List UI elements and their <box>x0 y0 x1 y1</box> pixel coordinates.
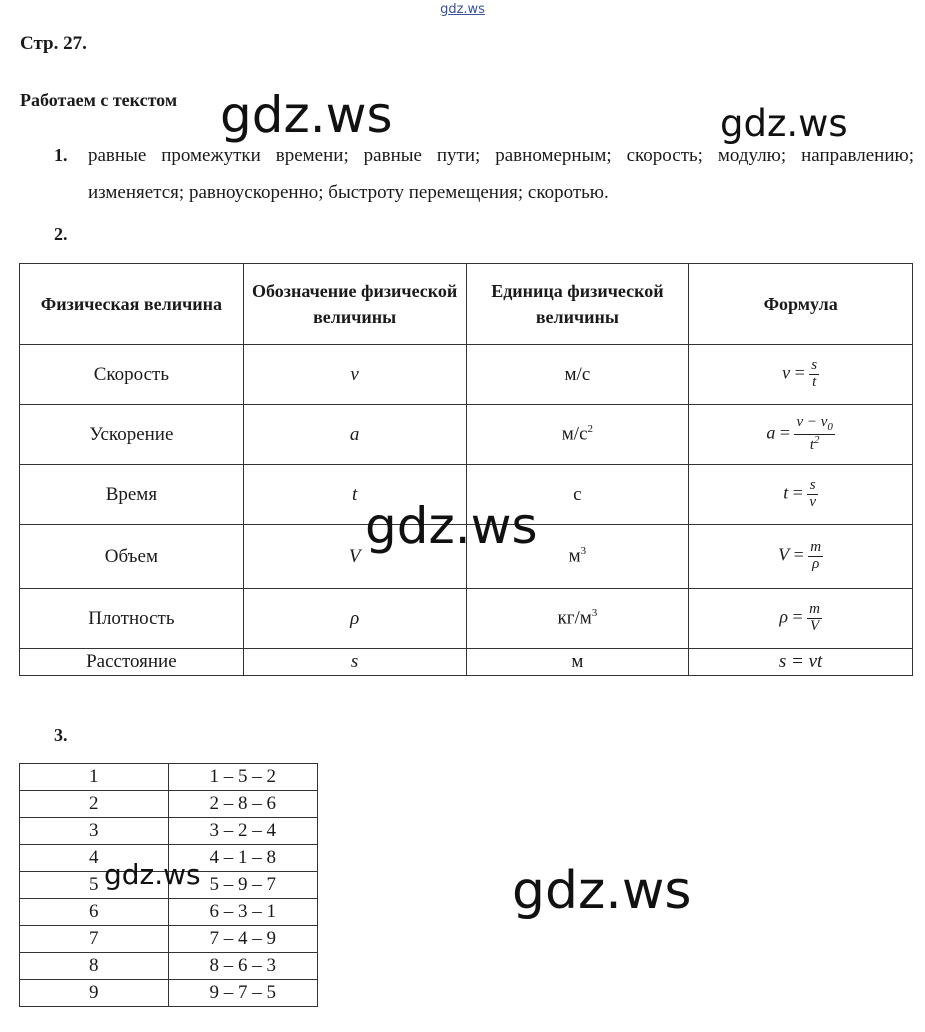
row-index: 6 <box>20 899 169 926</box>
row-sequence: 6 – 3 – 1 <box>168 899 318 926</box>
quantity-name: Объем <box>20 525 244 589</box>
row-sequence: 9 – 7 – 5 <box>168 980 318 1007</box>
table-row <box>20 764 318 791</box>
quantity-name: Ускорение <box>20 405 244 465</box>
formula-lhs: a <box>766 422 776 443</box>
row-index: 8 <box>20 953 169 980</box>
quantity-unit: $м/с^2$ <box>466 405 689 465</box>
table-row <box>20 589 913 649</box>
table-row <box>20 980 318 1007</box>
table-row <box>20 953 318 980</box>
formula-lhs: ρ <box>779 606 788 627</box>
quantity-unit: м/с <box>466 345 689 405</box>
formula-lhs: t <box>783 482 789 503</box>
table-row <box>20 926 318 953</box>
table-row <box>20 818 318 845</box>
quantity-symbol: a <box>243 405 466 465</box>
answer-1-text: равные промежутки времени; равные пути; равномерным; скорость; модулю; направлению; изменяется; равноускоренно; быстроту перемещения; скоротью. <box>88 145 914 203</box>
quantity-symbol: ρ <box>243 589 466 649</box>
formula-numerator: m <box>809 601 820 618</box>
quantity-formula: a = $\frac{v - v_0}{t^2}$ <box>689 405 913 465</box>
quantity-symbol: s <box>243 649 466 676</box>
watermark-4: gdz.ws <box>104 858 201 891</box>
row-index: 9 <box>20 980 169 1007</box>
watermark-1: gdz.ws <box>220 86 393 144</box>
header-symbol: Обозначение физической величины <box>243 264 466 345</box>
row-sequence: 1 – 5 – 2 <box>168 764 318 791</box>
quantity-formula: v = $\frac{s}{t}$ <box>689 345 913 405</box>
formula-denominator: v <box>809 494 817 510</box>
physical-quantities-table <box>19 263 913 676</box>
quantity-unit: $м^3$ <box>466 525 689 589</box>
quantity-name: Расстояние <box>20 649 244 676</box>
quantity-unit: с <box>466 465 689 525</box>
table-row <box>20 405 913 465</box>
row-index: 4 <box>20 845 169 872</box>
watermark-5: gdz.ws <box>512 861 692 921</box>
table-row <box>20 649 913 676</box>
row-sequence: 4 – 1 – 8 <box>168 845 318 872</box>
item-number-1: 1. <box>54 145 68 165</box>
row-sequence: 5 – 9 – 7 <box>168 872 318 899</box>
formula-denominator: ρ <box>812 556 820 572</box>
item-number-2: 2. <box>54 224 68 244</box>
formula-lhs: V <box>778 544 790 565</box>
quantity-formula: ρ = $\frac{m}{V}$ <box>689 589 913 649</box>
top-watermark-link[interactable]: gdz.ws <box>440 2 485 17</box>
quantity-name: Время <box>20 465 244 525</box>
table-row <box>20 791 318 818</box>
row-sequence: 8 – 6 – 3 <box>168 953 318 980</box>
formula-numerator: s <box>811 357 818 374</box>
row-index: 3 <box>20 818 169 845</box>
quantity-unit: $кг/м^3$ <box>466 589 689 649</box>
row-sequence: 2 – 8 – 6 <box>168 791 318 818</box>
item-number-3: 3. <box>54 725 68 745</box>
section-title: Работаем с текстом <box>20 90 178 110</box>
row-index: 2 <box>20 791 169 818</box>
formula-denominator: V <box>809 618 820 634</box>
table-row <box>20 899 318 926</box>
watermark-2: gdz.ws <box>720 102 848 145</box>
header-unit: Единица физической величины <box>466 264 689 345</box>
formula-numerator: $v - v_0$ <box>796 414 833 434</box>
page-reference: Стр. 27. <box>20 33 87 54</box>
quantity-symbol: t <box>243 465 466 525</box>
row-index: 5 <box>20 872 169 899</box>
quantity-symbol: V <box>243 525 466 589</box>
watermark-3: gdz.ws <box>365 497 538 555</box>
row-sequence: 7 – 4 – 9 <box>168 926 318 953</box>
table-row <box>20 345 913 405</box>
quantity-name: Плотность <box>20 589 244 649</box>
formula-denominator: t <box>812 374 817 390</box>
formula-lhs: v <box>782 362 791 383</box>
quantity-symbol: v <box>243 345 466 405</box>
header-formula: Формула <box>689 264 913 345</box>
quantity-formula: V = $\frac{m}{\rho}$ <box>689 525 913 589</box>
header-quantity: Физическая величина <box>20 264 244 345</box>
quantity-formula: t = $\frac{s}{v}$ <box>689 465 913 525</box>
formula-numerator: m <box>810 539 822 556</box>
row-sequence: 3 – 2 – 4 <box>168 818 318 845</box>
row-index: 7 <box>20 926 169 953</box>
quantity-unit: м <box>466 649 689 676</box>
formula-numerator: s <box>807 478 818 495</box>
formula-denominator: $t^2$ <box>809 433 820 453</box>
row-index: 1 <box>20 764 169 791</box>
quantity-formula: s = vt <box>689 649 913 676</box>
table-header-row <box>20 264 913 345</box>
quantity-name: Скорость <box>20 345 244 405</box>
